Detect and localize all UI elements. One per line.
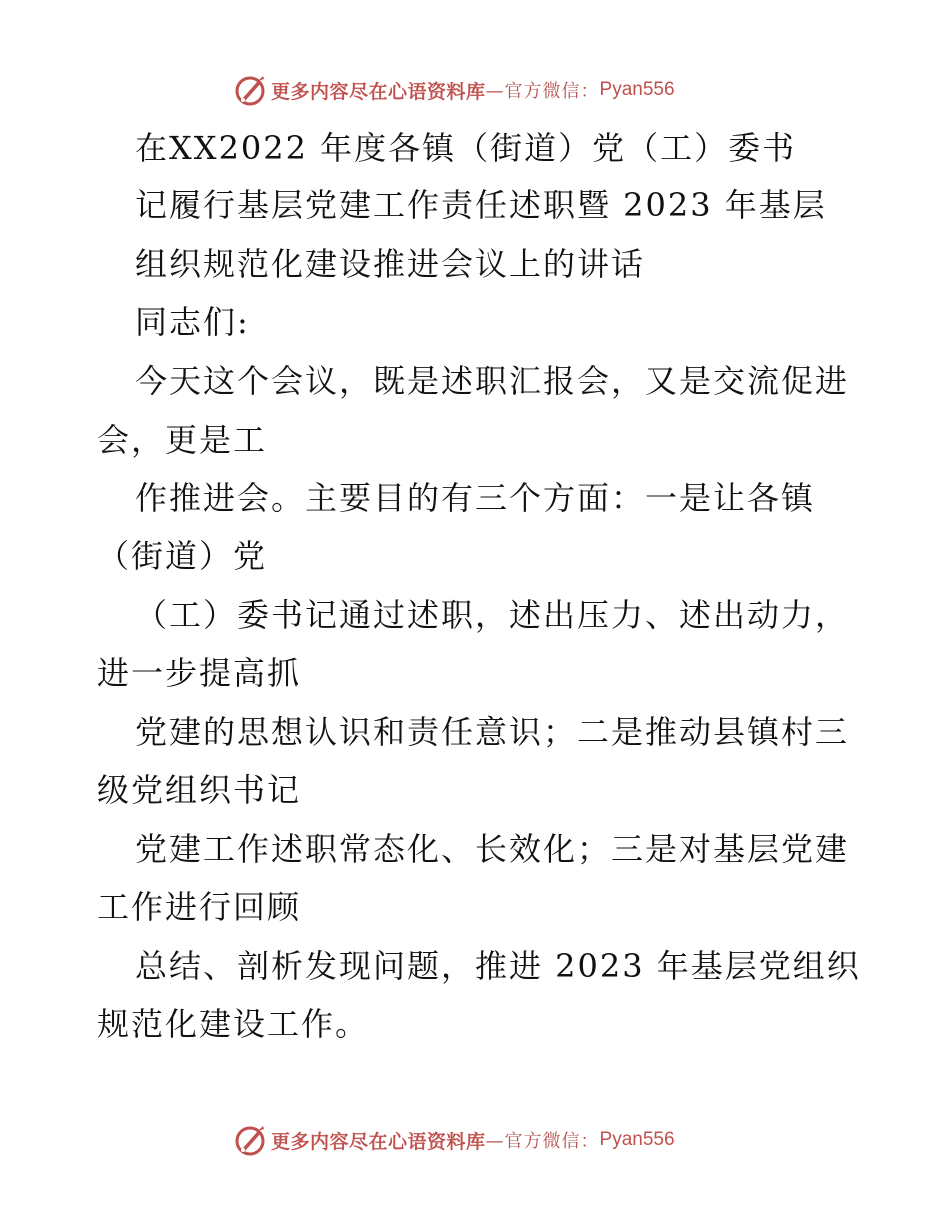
- title-line-3: 组织规范化建设推进会议上的讲话: [135, 245, 646, 283]
- title-line-2: 记履行基层党建工作责任述职暨 2023 年基层: [135, 186, 827, 224]
- body-line-10: 工作进行回顾: [97, 888, 302, 926]
- body-line-9: 党建工作述职常态化、长效化；三是对基层党建: [135, 830, 850, 868]
- body-line-8: 级党组织书记: [97, 771, 302, 809]
- banner-wechat-id: Pyan556: [599, 79, 675, 100]
- body-line-3: 作推进会。主要目的有三个方面：一是让各镇: [135, 479, 816, 517]
- banner-wechat-id: Pyan556: [599, 1129, 675, 1150]
- body-line-5: （工）委书记通过述职，述出压力、述出动力，: [135, 596, 850, 634]
- quill-pen-seal-icon: [233, 73, 267, 107]
- body-line-2: 会，更是工: [97, 421, 268, 459]
- banner-official-label: —官方微信：: [485, 81, 600, 102]
- footer-banner: [233, 1120, 675, 1160]
- header-banner: [233, 70, 675, 110]
- body-line-11: 总结、剖析发现问题，推进 2023 年基层党组织: [135, 947, 861, 985]
- banner-official-label: —官方微信：: [485, 1131, 600, 1152]
- body-line-7: 党建的思想认识和责任意识；二是推动县镇村三: [135, 713, 850, 751]
- banner-brand-text: 更多内容尽在心语资料库: [271, 80, 486, 103]
- title-line-1: 在XX2022 年度各镇（街道）党（工）委书: [135, 129, 797, 167]
- banner-brand-text: 更多内容尽在心语资料库: [271, 1130, 486, 1153]
- body-line-12: 规范化建设工作。: [97, 1005, 370, 1043]
- quill-pen-seal-icon: [233, 1123, 267, 1157]
- body-line-1: 今天这个会议，既是述职汇报会，又是交流促进: [135, 362, 850, 400]
- body-line-4: （街道）党: [97, 537, 268, 575]
- body-line-6: 进一步提高抓: [97, 654, 302, 692]
- salutation: 同志们:: [135, 303, 250, 341]
